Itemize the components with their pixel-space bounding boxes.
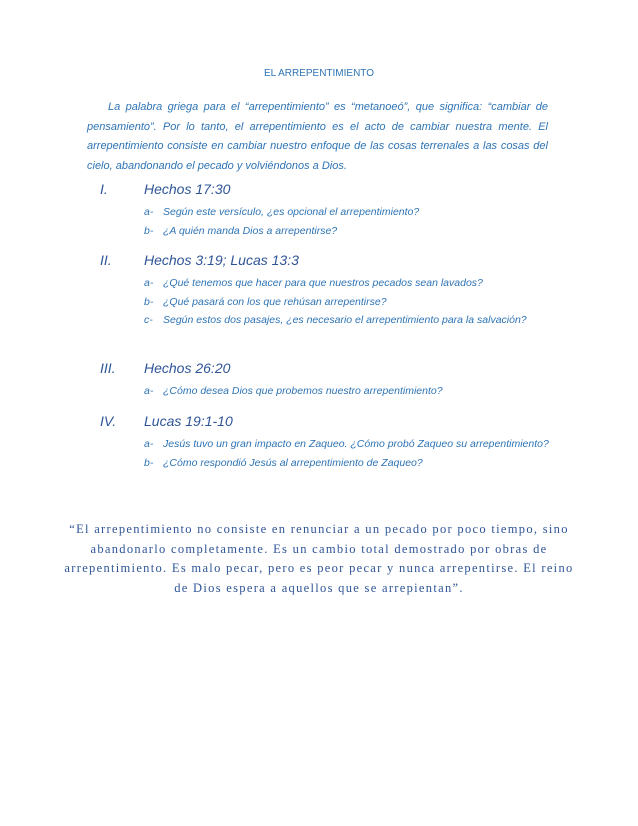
question-item bbox=[100, 454, 550, 473]
question-letter: c- bbox=[144, 314, 153, 326]
section-reference: Lucas 19:1-10 bbox=[144, 413, 233, 429]
section-numeral: I. bbox=[100, 181, 108, 197]
section-reference: Hechos 3:19; Lucas 13:3 bbox=[144, 252, 299, 268]
question-text: Jesús tuvo un gran impacto en Zaqueo. ¿Cómo probó Zaqueo su arrepentimiento? bbox=[163, 438, 549, 450]
intro-paragraph bbox=[87, 98, 548, 176]
intro-text: La palabra griega para el “arrepentimiento” es “metanoeó”, que significa: “cambiar de pensamiento”. Por lo tanto, el arrepentimiento es el acto de cambiar nuestra mente. El arrepentimiento consiste en cambiar nuestro enfoque de las cosas terrenales a las cosas del cielo, abandonando el pecado y volviéndonos a Dios. bbox=[87, 101, 548, 172]
question-letter: b- bbox=[144, 224, 154, 237]
question-item bbox=[100, 222, 550, 241]
question-item bbox=[100, 311, 550, 330]
question-letter: a- bbox=[144, 385, 154, 397]
question-letter: a- bbox=[144, 277, 154, 289]
question-text: Según este versículo, ¿es opcional el arrepentimiento? bbox=[163, 206, 420, 218]
section-reference: Hechos 17:30 bbox=[144, 181, 231, 197]
question-text: ¿A quién manda Dios a arrepentirse? bbox=[163, 224, 338, 237]
closing-quote: “El arrepentimiento no consiste en renunciar a un pecado por poco tiempo, sino abandonarlo completamente. Es un cambio total demostrado por obras de arrepentimiento. Es malo pecar, pero es peor pecar y nunca arrepentirse. El reino de Dios espera a aquellos que se arrepientan”. bbox=[64, 522, 574, 595]
section-1 bbox=[100, 181, 550, 240]
section-4 bbox=[100, 413, 550, 472]
section-numeral: IV. bbox=[100, 413, 117, 429]
question-text: ¿Qué tenemos que hacer para que nuestros pecados sean lavados? bbox=[163, 277, 483, 289]
question-text: Según estos dos pasajes, ¿es necesario el arrepentimiento para la salvación? bbox=[163, 314, 527, 326]
section-numeral: III. bbox=[100, 360, 116, 376]
question-letter: b- bbox=[144, 295, 154, 308]
section-3 bbox=[100, 360, 550, 401]
question-text: ¿Cómo desea Dios que probemos nuestro arrepentimiento? bbox=[163, 385, 443, 397]
question-item bbox=[100, 274, 550, 293]
question-text: ¿Qué pasará con los que rehúsan arrepentirse? bbox=[163, 295, 387, 308]
question-item bbox=[100, 293, 550, 312]
question-letter: a- bbox=[144, 206, 154, 218]
document-title: EL ARREPENTIMIENTO bbox=[263, 68, 375, 79]
question-letter: b- bbox=[144, 456, 154, 469]
question-item bbox=[100, 435, 550, 454]
question-item bbox=[100, 203, 550, 222]
section-numeral: II. bbox=[100, 252, 112, 268]
question-text: ¿Cómo respondió Jesús al arrepentimiento de Zaqueo? bbox=[163, 456, 423, 469]
question-item bbox=[100, 382, 550, 401]
question-letter: a- bbox=[144, 438, 154, 450]
section-2 bbox=[100, 252, 550, 330]
section-reference: Hechos 26:20 bbox=[144, 360, 231, 376]
